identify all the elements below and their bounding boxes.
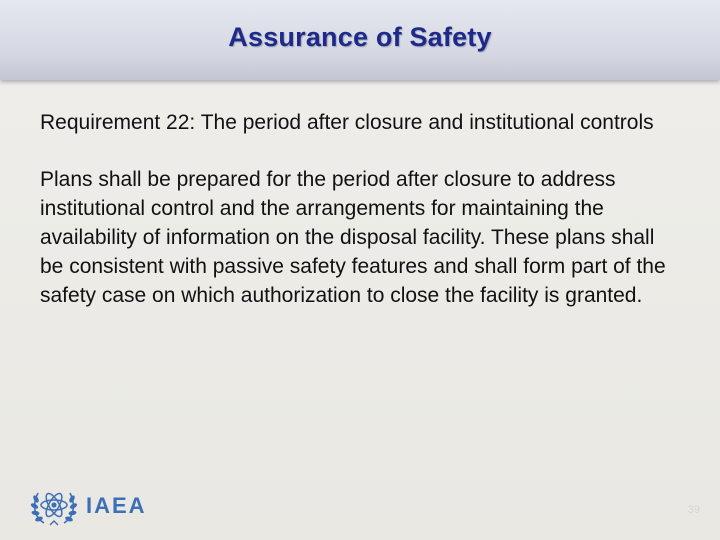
title-bar — [0, 0, 720, 80]
slide-content — [40, 108, 680, 310]
requirement-heading: Requirement 22: The period after closure and institutional controls — [40, 111, 654, 134]
un-atom-emblem-icon — [28, 483, 80, 529]
requirement-body: Plans shall be prepared for the period after closure to address institutional control and the arrangements for maintaining the availability of information on the disposal facility. These plans shall be consistent with passive safety features and shall form part of the safety case on which authorization to close the facility is granted. — [40, 168, 666, 307]
iaea-logo-text: IAEA — [86, 493, 147, 518]
slide-title: Assurance of Safety — [228, 22, 492, 52]
iaea-logo — [28, 482, 147, 530]
page-number: 39 — [687, 504, 700, 516]
